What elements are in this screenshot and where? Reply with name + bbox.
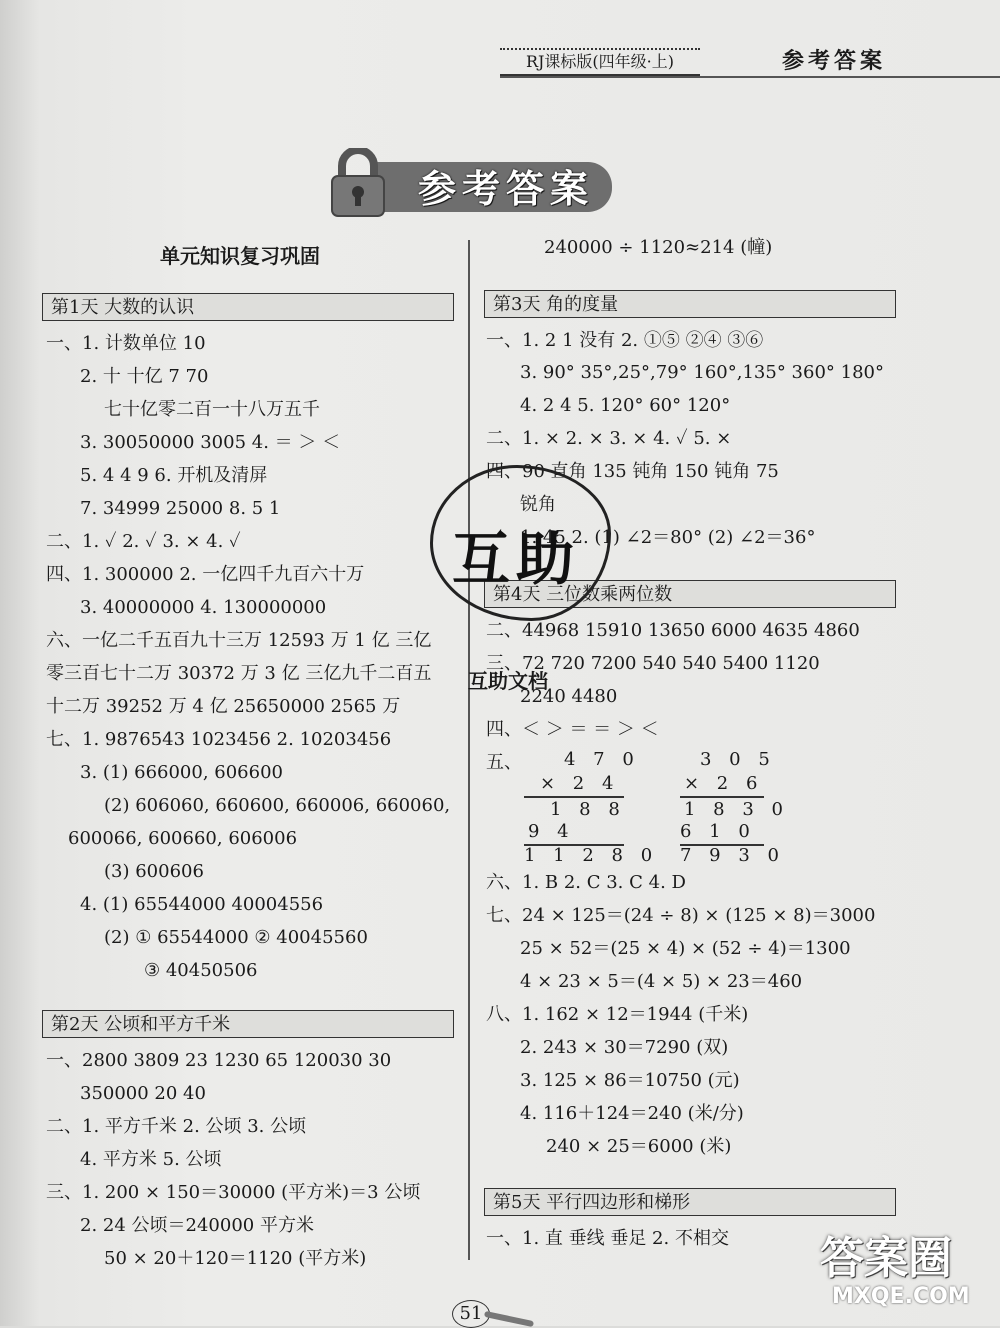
unit-title: 单元知识复习巩固 <box>160 244 320 268</box>
answer-line: 3. 125 × 86＝10750 (元) <box>520 1070 740 1091</box>
answer-line: 4. 2 4 5. 120° 60° 120° <box>520 395 731 416</box>
section-day3: 第3天 角的度量 <box>484 290 896 318</box>
answer-line: 2240 4480 <box>520 686 618 707</box>
answer-line: 3. 40000000 4. 130000000 <box>80 597 327 618</box>
answer-line: 2. 243 × 30＝7290 (双) <box>520 1037 729 1058</box>
watermark-site: MXQE.COM <box>832 1284 970 1309</box>
answer-line: 5. 4 4 9 6. 开机及清屏 <box>80 465 268 486</box>
section-day4: 第4天 三位数乘两位数 <box>484 580 896 608</box>
answer-line: 一、1. 2 1 没有 2. ①⑤ ②④ ③⑥ <box>486 330 764 351</box>
section-day5: 第5天 平行四边形和梯形 <box>484 1188 896 1216</box>
answer-line: 四、90 直角 135 钝角 150 钝角 75 <box>486 461 779 482</box>
answer-line: 3. (1) 666000, 606600 <box>80 762 283 783</box>
stamp-caption: 互助文档 <box>468 669 548 693</box>
section-day1: 第1天 大数的认识 <box>42 293 454 321</box>
vm-b-line: 7 9 3 0 <box>680 845 785 866</box>
answer-line: 3. 30050000 3005 4. ＝ ＞ ＜ <box>80 432 341 453</box>
vm-a-line: 1 1 2 8 0 <box>524 845 659 866</box>
answer-line: 零三百七十二万 30372 万 3 亿 三亿九千二百五 <box>46 663 432 684</box>
answer-line: 2. 24 公顷＝240000 平方米 <box>80 1215 314 1236</box>
answer-line: 七、1. 9876543 1023456 2. 10203456 <box>46 729 392 750</box>
answer-line: 3. 90° 35°,25°,79° 160°,135° 360° 180° <box>520 362 884 383</box>
vm-a-line: 9 4 <box>528 821 575 842</box>
answer-line: ③ 40450506 <box>144 960 258 981</box>
vm-a-line: × 2 4 <box>540 773 620 794</box>
watermark-logo: 答案圈 <box>820 1233 952 1284</box>
answer-line: 二、1. 平方千米 2. 公顷 3. 公顷 <box>46 1116 307 1137</box>
answer-line: (2) 606060, 660600, 660006, 660060, <box>104 795 451 816</box>
vm-a-line: 1 8 8 <box>550 799 626 820</box>
answer-line: 4 × 23 × 5＝(4 × 5) × 23＝460 <box>520 971 803 992</box>
column-divider <box>468 240 470 1260</box>
answer-line: 二、1. × 2. × 3. × 4. ✓ 5. × <box>486 428 732 449</box>
vm-b-line: 6 1 0 <box>680 821 756 842</box>
answer-line: 一、1. 计数单位 10 <box>46 333 206 354</box>
answer-line: 八、1. 162 × 12＝1944 (千米) <box>486 1004 749 1025</box>
answer-line: 600066, 600660, 606006 <box>68 828 298 849</box>
answer-line: 六、一亿二千五百九十三万 12593 万 1 亿 三亿 <box>46 630 432 651</box>
vm-b-line: 3 0 5 <box>700 749 776 770</box>
answer-line: 350000 20 40 <box>80 1083 206 1104</box>
stamp-text: 互助 <box>452 525 581 593</box>
answer-line: 一、2800 3809 23 1230 65 120030 30 <box>46 1050 392 1071</box>
answer-line: 五、 <box>486 752 522 773</box>
header-title: 参考答案 <box>782 48 887 74</box>
vm-b-line: × 2 6 <box>684 773 764 794</box>
answer-line: 7. 34999 25000 8. 5 1 <box>80 498 281 519</box>
answer-line: 一、1. 直 垂线 垂足 2. 不相交 <box>486 1228 729 1249</box>
edition-label: RJ课标版(四年级·上) <box>500 48 700 76</box>
answer-line: 4. (1) 65544000 40004556 <box>80 894 324 915</box>
answer-line: 50 × 20＋120＝1120 (平方米) <box>104 1248 367 1269</box>
answer-line: (2) ① 65544000 ② 40045560 <box>104 927 368 948</box>
answer-line: (3) 600606 <box>104 861 204 882</box>
lock-icon <box>330 148 386 218</box>
answer-line: 240000 ÷ 1120≈214 (幢) <box>544 237 773 258</box>
answer-line: 三、1. 200 × 150＝30000 (平方米)＝3 公顷 <box>46 1182 421 1203</box>
vm-b-line: 1 8 3 0 <box>684 799 789 820</box>
answer-line: 1. 45 2. (1) ∠2＝80° (2) ∠2＝36° <box>520 527 816 548</box>
vm-a-line: 4 7 0 <box>564 749 640 770</box>
answer-line: 十二万 39252 万 4 亿 25650000 2565 万 <box>46 696 401 717</box>
answer-line: 25 × 52＝(25 × 4) × (52 ÷ 4)＝1300 <box>520 938 851 959</box>
answer-line: 三、72 720 7200 540 540 5400 1120 <box>486 653 820 674</box>
answer-line: 二、1. ✓ 2. ✓ 3. × 4. ✓ <box>46 531 241 552</box>
header-rule <box>500 76 1000 78</box>
answer-line: 4. 平方米 5. 公顷 <box>80 1149 222 1170</box>
answer-line: 七、24 × 125＝(24 ÷ 8) × (125 × 8)＝3000 <box>486 905 876 926</box>
answer-line: 四、＜ ＞ ＝ ＝ ＞ ＜ <box>486 719 659 740</box>
pen-icon <box>484 1311 534 1327</box>
section-day2: 第2天 公顷和平方千米 <box>42 1010 454 1038</box>
answer-line: 七十亿零二百一十八万五千 <box>104 399 320 420</box>
answer-line: 二、44968 15910 13650 6000 4635 4860 <box>486 620 860 641</box>
answer-line: 240 × 25＝6000 (米) <box>546 1136 732 1157</box>
answer-line: 六、1. B 2. C 3. C 4. D <box>486 872 686 893</box>
answer-line: 锐角 <box>520 494 556 515</box>
banner-title: 参考答案 <box>418 166 595 211</box>
page-number: 51 <box>452 1300 490 1328</box>
answer-line: 4. 116＋124＝240 (米/分) <box>520 1103 744 1124</box>
answer-line: 2. 十 十亿 7 70 <box>80 366 209 387</box>
answer-line: 四、1. 300000 2. 一亿四千九百六十万 <box>46 564 365 585</box>
